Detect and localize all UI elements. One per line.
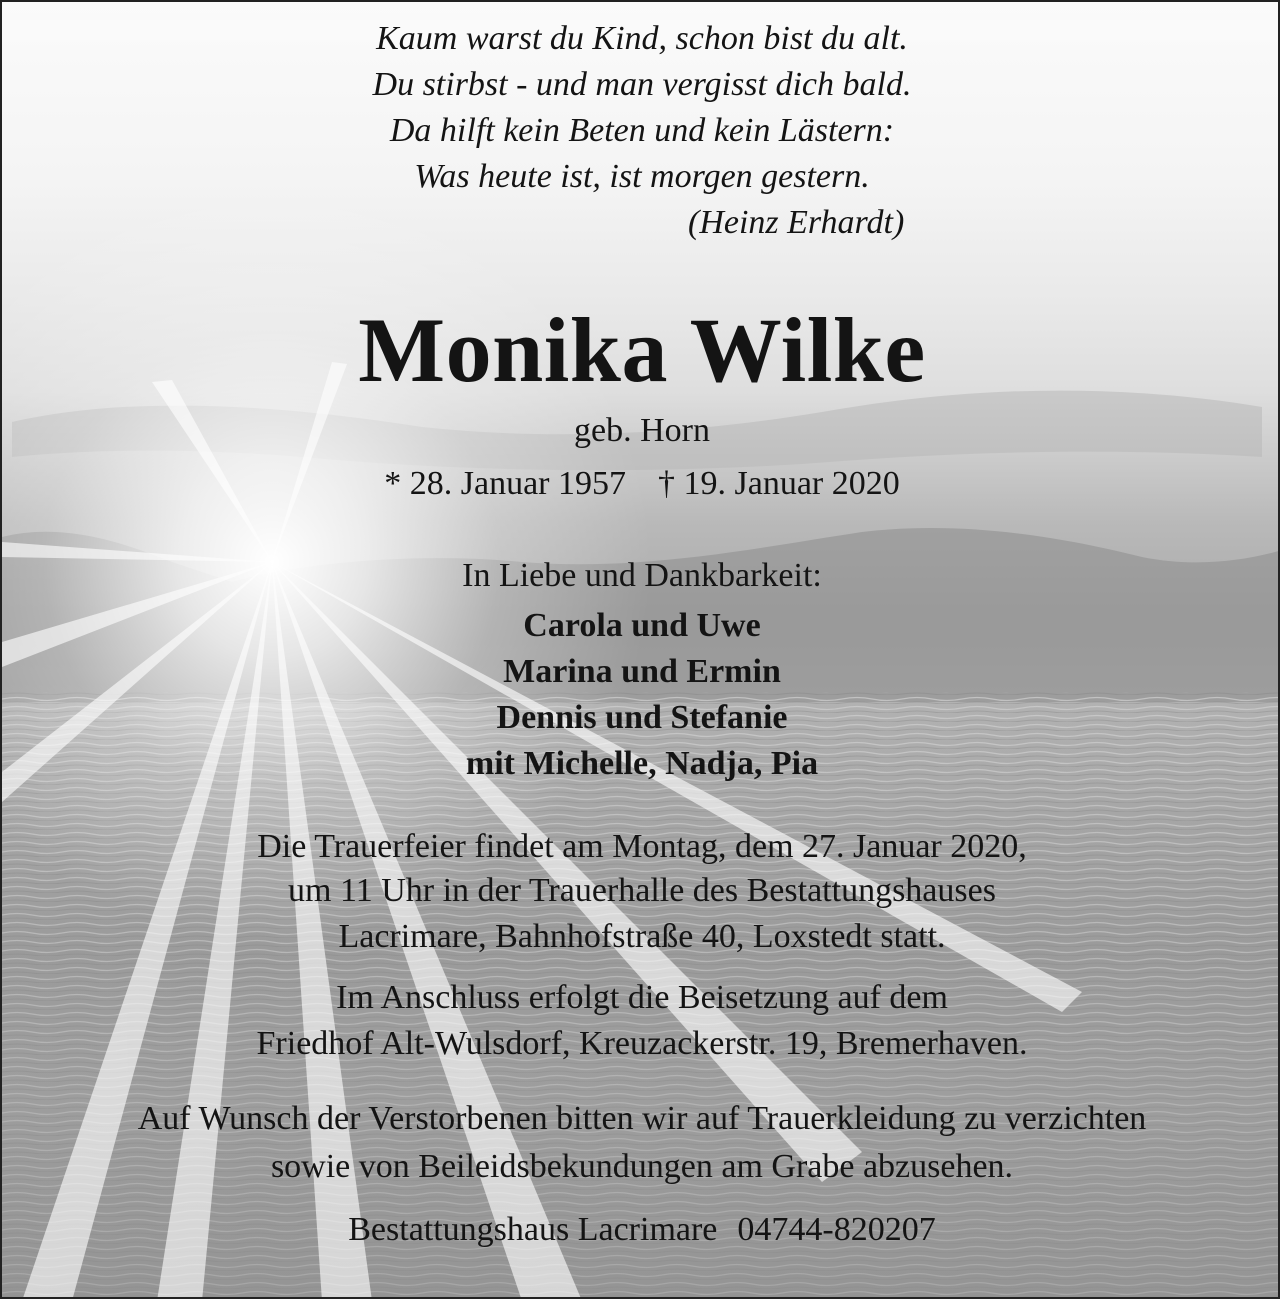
poem-line-1: Kaum warst du Kind, schon bist du alt. (376, 20, 908, 57)
request-line-2: sowie von Beileidsbekundungen am Grabe abzusehen. (270, 1148, 1014, 1185)
funeral-home-name: Bestattungshaus Lacrimare (348, 1211, 718, 1248)
poem-line-2: Du stirbst - und man vergisst dich bald. (372, 66, 912, 103)
ceremony-line-3: Lacrimare, Bahnhofstraße 40, Loxstedt statt. (338, 918, 946, 955)
life-dates (2, 465, 1280, 503)
deceased-name: Monika Wilke (358, 299, 926, 401)
mourners-intro: In Liebe und Dankbarkeit: (462, 557, 822, 594)
poem-line-4: Was heute ist, ist morgen gestern. (414, 158, 870, 195)
mourner-line-4: mit Michelle, Nadja, Pia (465, 745, 819, 782)
funeral-home-phone: 04744-820207 (737, 1211, 936, 1248)
birth-date: * 28. Januar 1957 (384, 465, 626, 502)
funeral-home (2, 1211, 1280, 1249)
burial-line-1: Im Anschluss erfolgt die Beisetzung auf dem (336, 979, 948, 1016)
mourner-line-2: Marina und Ermin (503, 653, 781, 690)
poem-line-3: Da hilft kein Beten und kein Lästern: (389, 112, 895, 149)
ceremony-line-1: Die Trauerfeier findet am Montag, dem 27. Januar 2020, (257, 828, 1027, 865)
request-line-1: Auf Wunsch der Verstorbenen bitten wir auf Trauerkleidung zu verzichten (137, 1100, 1147, 1137)
birth-name: geb. Horn (574, 412, 710, 449)
burial-line-2: Friedhof Alt-Wulsdorf, Kreuzackerstr. 19, Bremerhaven. (256, 1025, 1028, 1062)
mourner-line-1: Carola und Uwe (523, 607, 761, 644)
poem-author: (Heinz Erhardt) (688, 204, 905, 241)
mourner-line-3: Dennis und Stefanie (496, 699, 788, 736)
death-date: † 19. Januar 2020 (658, 465, 900, 502)
ceremony-line-2: um 11 Uhr in der Trauerhalle des Bestattungshauses (288, 872, 996, 909)
